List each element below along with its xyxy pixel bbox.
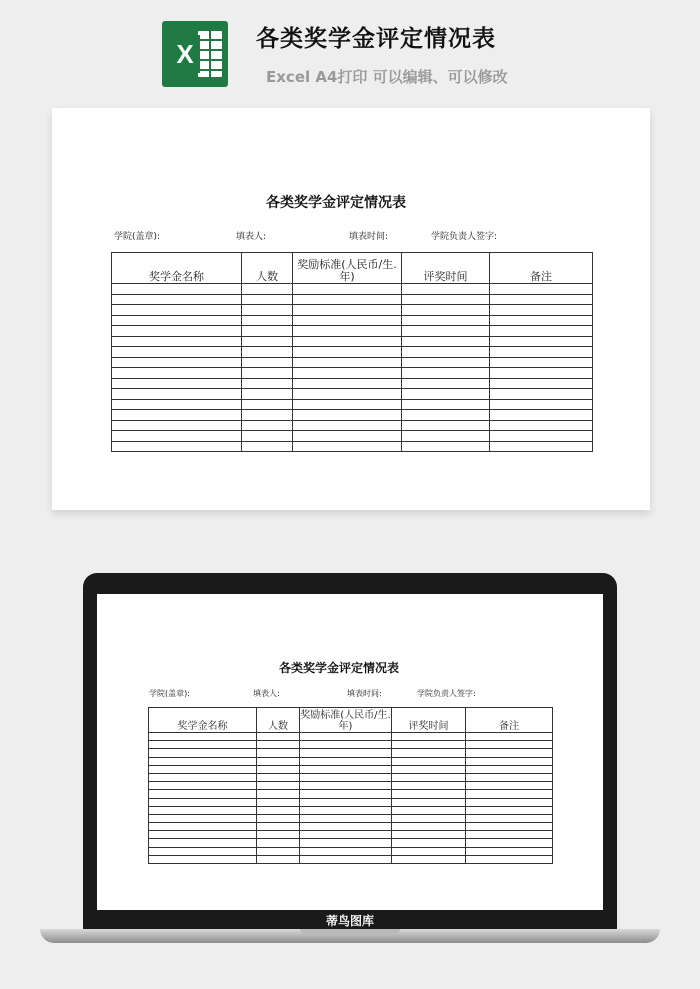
table-cell[interactable] [242, 441, 293, 452]
table-cell[interactable] [149, 831, 257, 839]
table-cell[interactable] [149, 773, 257, 781]
table-cell[interactable] [392, 806, 466, 814]
table-cell[interactable] [402, 326, 490, 337]
table-row [112, 336, 593, 347]
table-cell[interactable] [293, 420, 402, 431]
table-cell[interactable] [112, 420, 242, 431]
table-cell[interactable] [300, 831, 392, 839]
table-row [149, 798, 553, 806]
meta-label: 学院负责人签字: [417, 689, 476, 698]
table-cell[interactable] [402, 357, 490, 368]
column-header: 备注 [466, 708, 553, 733]
column-header: 备注 [490, 253, 593, 284]
excel-x-letter: X [170, 35, 200, 73]
table-cell[interactable] [257, 757, 300, 765]
laptop-notch [300, 929, 400, 934]
table-row [149, 765, 553, 773]
table-cell[interactable] [490, 368, 593, 379]
table-cell[interactable] [293, 294, 402, 305]
table-cell[interactable] [149, 741, 257, 749]
table-cell[interactable] [242, 336, 293, 347]
table-cell[interactable] [490, 420, 593, 431]
table-row [112, 347, 593, 358]
table-cell[interactable] [466, 831, 553, 839]
table-cell[interactable] [257, 765, 300, 773]
table-cell[interactable] [242, 378, 293, 389]
meta-label: 学院(盖章): [114, 232, 161, 242]
table-cell[interactable] [300, 823, 392, 831]
table-cell[interactable] [490, 305, 593, 316]
table-cell[interactable] [112, 410, 242, 421]
table-cell[interactable] [300, 733, 392, 741]
table-row [149, 757, 553, 765]
table-cell[interactable] [466, 782, 553, 790]
table-cell[interactable] [392, 773, 466, 781]
brand-label: 蒂鸟图库 [325, 914, 374, 928]
table-cell[interactable] [257, 823, 300, 831]
table-cell[interactable] [112, 389, 242, 400]
table-cell[interactable] [300, 790, 392, 798]
page-subtitle: Excel A4打印 可以编辑、可以修改 [266, 68, 508, 86]
table-cell[interactable] [392, 733, 466, 741]
table-cell[interactable] [392, 814, 466, 822]
table-row [112, 368, 593, 379]
column-header: 奖学金名称 [149, 708, 257, 733]
table-cell[interactable] [149, 733, 257, 741]
table-cell[interactable] [300, 855, 392, 863]
table-cell[interactable] [257, 831, 300, 839]
table-cell[interactable] [149, 798, 257, 806]
table-row [112, 431, 593, 442]
table-cell[interactable] [392, 741, 466, 749]
table-cell[interactable] [300, 847, 392, 855]
table-cell[interactable] [402, 347, 490, 358]
meta-label: 填表时间: [347, 689, 382, 698]
table-cell[interactable] [300, 741, 392, 749]
table-cell[interactable] [466, 847, 553, 855]
table-cell[interactable] [392, 782, 466, 790]
table-cell[interactable] [490, 294, 593, 305]
table-cell[interactable] [149, 814, 257, 822]
table-cell[interactable] [402, 378, 490, 389]
table-cell[interactable] [112, 347, 242, 358]
table-cell[interactable] [300, 814, 392, 822]
table-cell[interactable] [300, 757, 392, 765]
table-row [149, 831, 553, 839]
table-cell[interactable] [402, 336, 490, 347]
table-cell[interactable] [402, 420, 490, 431]
table-cell[interactable] [466, 806, 553, 814]
table-row [112, 294, 593, 305]
table-cell[interactable] [257, 855, 300, 863]
table-row [112, 284, 593, 295]
table-cell[interactable] [392, 765, 466, 773]
table-cell[interactable] [466, 733, 553, 741]
table-row [112, 389, 593, 400]
paper-preview [52, 108, 650, 510]
table-row [112, 357, 593, 368]
table-cell[interactable] [112, 368, 242, 379]
table-cell[interactable] [466, 798, 553, 806]
table-cell[interactable] [300, 798, 392, 806]
sheet-title: 各类奖学金评定情况表 [266, 195, 406, 211]
table-cell[interactable] [112, 441, 242, 452]
table-cell[interactable] [466, 749, 553, 757]
table-cell[interactable] [257, 790, 300, 798]
table-cell[interactable] [293, 378, 402, 389]
table-cell[interactable] [149, 765, 257, 773]
table-cell[interactable] [293, 410, 402, 421]
table-cell[interactable] [466, 814, 553, 822]
table-header-row [149, 708, 553, 733]
table-row [149, 855, 553, 863]
table-cell[interactable] [466, 741, 553, 749]
table-cell[interactable] [402, 368, 490, 379]
table-cell[interactable] [402, 305, 490, 316]
table-cell[interactable] [466, 773, 553, 781]
table-cell[interactable] [490, 389, 593, 400]
table-cell[interactable] [257, 847, 300, 855]
table-cell[interactable] [293, 399, 402, 410]
table-cell[interactable] [392, 847, 466, 855]
meta-label: 填表人: [236, 232, 267, 242]
table-cell[interactable] [490, 284, 593, 295]
table-cell[interactable] [490, 347, 593, 358]
table-cell[interactable] [257, 773, 300, 781]
table-cell[interactable] [257, 741, 300, 749]
table-row [149, 741, 553, 749]
meta-label: 学院(盖章): [149, 689, 190, 698]
table-cell[interactable] [242, 305, 293, 316]
table-row [149, 839, 553, 847]
table-row [112, 305, 593, 316]
table-cell[interactable] [112, 378, 242, 389]
table-cell[interactable] [490, 410, 593, 421]
table-cell[interactable] [242, 294, 293, 305]
table-cell[interactable] [466, 855, 553, 863]
table-row [149, 749, 553, 757]
table-cell[interactable] [242, 399, 293, 410]
laptop-screen [97, 594, 603, 910]
table-cell[interactable] [257, 733, 300, 741]
table-cell[interactable] [392, 757, 466, 765]
table-cell[interactable] [392, 839, 466, 847]
table-cell[interactable] [392, 790, 466, 798]
table-cell[interactable] [466, 765, 553, 773]
table-cell[interactable] [402, 389, 490, 400]
table-cell[interactable] [112, 326, 242, 337]
table-cell[interactable] [149, 806, 257, 814]
table-row [149, 823, 553, 831]
table-cell[interactable] [490, 399, 593, 410]
table-row [112, 420, 593, 431]
column-header: 评奖时间 [392, 708, 466, 733]
table-cell[interactable] [490, 336, 593, 347]
table-cell[interactable] [293, 389, 402, 400]
table-row [149, 814, 553, 822]
table-cell[interactable] [300, 806, 392, 814]
table-cell[interactable] [149, 839, 257, 847]
table-cell[interactable] [300, 773, 392, 781]
table-cell[interactable] [402, 410, 490, 421]
scholarship-table [111, 252, 593, 452]
table-row [149, 782, 553, 790]
sheet-title: 各类奖学金评定情况表 [279, 661, 400, 675]
table-cell[interactable] [242, 368, 293, 379]
table-cell[interactable] [257, 782, 300, 790]
table-cell[interactable] [392, 798, 466, 806]
table-cell[interactable] [392, 823, 466, 831]
table-row [112, 315, 593, 326]
meta-label: 学院负责人签字: [431, 232, 498, 242]
table-cell[interactable] [293, 441, 402, 452]
table-cell[interactable] [242, 326, 293, 337]
meta-label: 填表时间: [349, 232, 389, 242]
table-cell[interactable] [242, 410, 293, 421]
table-cell[interactable] [300, 782, 392, 790]
table-cell[interactable] [392, 749, 466, 757]
table-cell[interactable] [257, 798, 300, 806]
table-cell[interactable] [149, 757, 257, 765]
table-cell[interactable] [490, 441, 593, 452]
table-cell[interactable] [112, 357, 242, 368]
table-cell[interactable] [112, 315, 242, 326]
table-cell[interactable] [490, 357, 593, 368]
table-cell[interactable] [293, 315, 402, 326]
table-cell[interactable] [242, 315, 293, 326]
table-header-row [112, 253, 593, 284]
table-cell[interactable] [300, 765, 392, 773]
table-cell[interactable] [112, 399, 242, 410]
table-cell[interactable] [490, 378, 593, 389]
table-row [149, 806, 553, 814]
table-cell[interactable] [257, 814, 300, 822]
table-cell[interactable] [293, 357, 402, 368]
table-row [112, 326, 593, 337]
table-cell[interactable] [112, 284, 242, 295]
table-cell[interactable] [149, 782, 257, 790]
table-cell[interactable] [149, 847, 257, 855]
excel-grid-graphic [198, 31, 222, 77]
column-header: 人数 [257, 708, 300, 733]
table-cell[interactable] [242, 347, 293, 358]
table-cell[interactable] [293, 368, 402, 379]
table-cell[interactable] [466, 757, 553, 765]
table-cell[interactable] [112, 431, 242, 442]
table-cell[interactable] [242, 357, 293, 368]
table-cell[interactable] [466, 790, 553, 798]
table-row [112, 441, 593, 452]
table-row [149, 773, 553, 781]
table-cell[interactable] [112, 305, 242, 316]
page-title: 各类奖学金评定情况表 [256, 26, 496, 52]
table-row [112, 410, 593, 421]
table-cell[interactable] [300, 749, 392, 757]
table-cell[interactable] [490, 431, 593, 442]
table-cell[interactable] [257, 839, 300, 847]
table-cell[interactable] [242, 389, 293, 400]
column-header: 人数 [242, 253, 293, 284]
table-cell[interactable] [242, 420, 293, 431]
table-cell[interactable] [466, 823, 553, 831]
table-cell[interactable] [149, 790, 257, 798]
table-cell[interactable] [490, 315, 593, 326]
table-cell[interactable] [392, 855, 466, 863]
table-cell[interactable] [402, 431, 490, 442]
table-cell[interactable] [293, 336, 402, 347]
table-cell[interactable] [257, 749, 300, 757]
table-cell[interactable] [257, 806, 300, 814]
table-cell[interactable] [149, 855, 257, 863]
table-cell[interactable] [242, 284, 293, 295]
column-header: 评奖时间 [402, 253, 490, 284]
table-cell[interactable] [242, 431, 293, 442]
column-header: 奖学金名称 [112, 253, 242, 284]
table-cell[interactable] [402, 315, 490, 326]
table-row [149, 733, 553, 741]
table-cell[interactable] [112, 294, 242, 305]
table-row [149, 847, 553, 855]
scholarship-table [148, 707, 553, 864]
excel-icon [162, 21, 228, 87]
table-cell[interactable] [402, 441, 490, 452]
table-cell[interactable] [402, 284, 490, 295]
table-row [112, 378, 593, 389]
column-header: 奖励标准(人民币/生.年) [300, 708, 392, 733]
table-cell[interactable] [293, 431, 402, 442]
table-cell[interactable] [293, 284, 402, 295]
table-cell[interactable] [402, 399, 490, 410]
table-cell[interactable] [293, 305, 402, 316]
table-cell[interactable] [112, 336, 242, 347]
meta-label: 填表人: [253, 689, 280, 698]
table-cell[interactable] [300, 839, 392, 847]
table-cell[interactable] [149, 749, 257, 757]
table-cell[interactable] [149, 823, 257, 831]
table-cell[interactable] [402, 294, 490, 305]
table-row [149, 790, 553, 798]
table-cell[interactable] [466, 839, 553, 847]
table-cell[interactable] [293, 326, 402, 337]
table-cell[interactable] [392, 831, 466, 839]
table-row [112, 399, 593, 410]
table-cell[interactable] [293, 347, 402, 358]
table-cell[interactable] [490, 326, 593, 337]
column-header: 奖励标准(人民币/生.年) [293, 253, 402, 284]
